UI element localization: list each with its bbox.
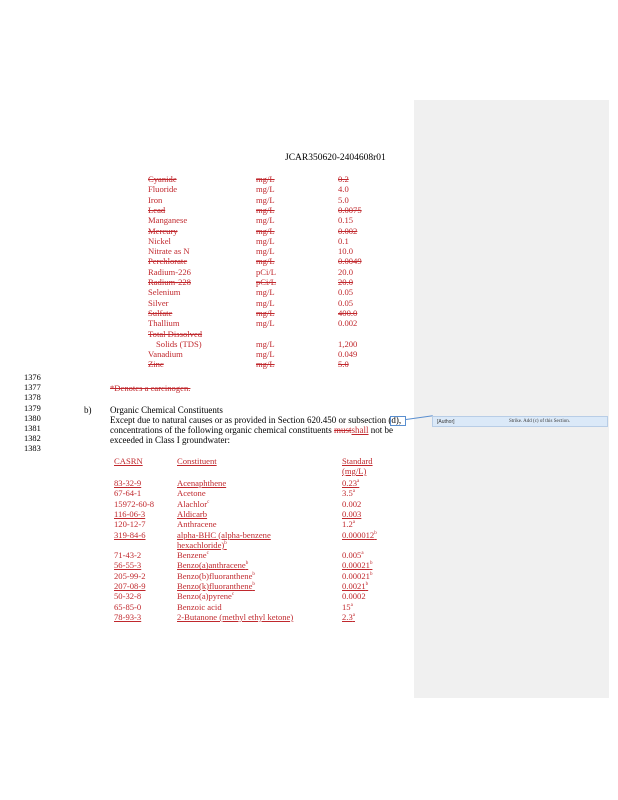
organic-constituent-text: Alachlor bbox=[177, 498, 208, 509]
organic-constituent-text: Benzo(b)fluoranthene bbox=[177, 570, 253, 581]
inorganic-unit: mg/L bbox=[256, 256, 275, 267]
tds-value: 1,200 bbox=[338, 338, 358, 349]
line-number: 1383 bbox=[24, 444, 41, 454]
inorganic-unit: mg/L bbox=[256, 287, 275, 298]
section-heading: Organic Chemical Constituents bbox=[110, 405, 223, 415]
inorganic-name: Silver bbox=[148, 297, 169, 308]
organic-standard bbox=[342, 489, 355, 498]
tds-name-line2: Solids (TDS) bbox=[156, 338, 202, 349]
organic-standard bbox=[342, 613, 355, 622]
inorganic-value: 20.0 bbox=[338, 277, 354, 287]
inorganic-unit: mg/L bbox=[256, 194, 275, 205]
inorganic-name: Radium-228 bbox=[148, 277, 191, 287]
organic-standard bbox=[342, 510, 361, 519]
organic-casrn: 71-43-2 bbox=[114, 550, 142, 561]
inorganic-unit: pCi/L bbox=[256, 266, 277, 277]
organic-constituent bbox=[177, 489, 206, 498]
inorganic-unit: mg/L bbox=[256, 246, 275, 257]
inorganic-name: Mercury bbox=[148, 225, 178, 236]
inorganic-value: 10.0 bbox=[338, 246, 354, 257]
organic-standard-text: 0.0021 bbox=[342, 581, 366, 591]
inorganic-value: 0.049 bbox=[338, 349, 358, 360]
inorganic-value: 4.0 bbox=[338, 184, 349, 195]
organic-standard bbox=[342, 592, 366, 601]
organic-standard-text: 1.2 bbox=[342, 519, 353, 530]
inorganic-unit: mg/L bbox=[256, 215, 275, 226]
inorganic-value: 20.0 bbox=[338, 266, 354, 277]
organic-casrn: 83-32-9 bbox=[114, 478, 142, 488]
col-header-standard: Standard bbox=[342, 456, 373, 466]
organic-standard-text: 0.0002 bbox=[342, 591, 366, 602]
organic-constituent-text: Benzo(a)pyrene bbox=[177, 591, 232, 602]
organic-standard bbox=[342, 531, 377, 540]
footnote-marker: a bbox=[352, 520, 355, 526]
col-header-standard-unit: (mg/L) bbox=[342, 466, 367, 476]
inorganic-unit: mg/L bbox=[256, 349, 275, 360]
organic-constituent bbox=[177, 520, 217, 529]
organic-casrn: 50-32-8 bbox=[114, 591, 142, 602]
organic-standard bbox=[342, 603, 353, 612]
inorganic-value: 5.0 bbox=[338, 194, 349, 205]
organic-constituent bbox=[177, 592, 234, 601]
inorganic-name: Perchlorate bbox=[148, 256, 188, 267]
inorganic-unit: mg/L bbox=[256, 204, 275, 215]
organic-constituent bbox=[177, 561, 248, 570]
inorganic-value: 0.2 bbox=[338, 174, 349, 184]
section-text-line3: exceeded in Class I groundwater: bbox=[110, 435, 230, 445]
comment-balloon[interactable] bbox=[432, 416, 608, 427]
line-number: 1380 bbox=[24, 413, 41, 423]
comment-text: Strike. Add (c) of this Section. bbox=[509, 419, 570, 424]
inorganic-value: 0.002 bbox=[338, 318, 358, 329]
organic-constituent-text: Benzene bbox=[177, 550, 207, 561]
inorganic-name: Iron bbox=[148, 194, 163, 205]
organic-standard-text: 2.3 bbox=[342, 611, 353, 622]
organic-constituent bbox=[177, 479, 226, 488]
inorganic-name: Nickel bbox=[148, 235, 171, 246]
tds-name-line1: Total Dissolved bbox=[148, 328, 203, 339]
inorganic-name: Fluoride bbox=[148, 184, 178, 195]
tds-unit: mg/L bbox=[256, 338, 275, 349]
line-number: 1382 bbox=[24, 434, 41, 444]
footnote-marker: b bbox=[365, 582, 369, 588]
markup-pane bbox=[414, 100, 609, 698]
organic-casrn: 67-64-1 bbox=[114, 488, 142, 499]
organic-casrn: 207-08-9 bbox=[114, 581, 146, 591]
organic-constituent-text: Anthracene bbox=[177, 519, 217, 530]
organic-casrn: 56-55-3 bbox=[114, 560, 142, 571]
line-number: 1381 bbox=[24, 424, 41, 433]
inorganic-name: Manganese bbox=[148, 215, 188, 226]
inorganic-value: 0.15 bbox=[338, 215, 354, 226]
inorganic-unit: mg/L bbox=[256, 297, 275, 308]
organic-casrn: 78-93-3 bbox=[114, 611, 142, 622]
comment-author: [Author] bbox=[437, 419, 455, 425]
organic-constituent-text: Benzo(k)fluoranthene bbox=[177, 581, 253, 591]
organic-standard-text: 0.002 bbox=[342, 498, 362, 509]
organic-constituent bbox=[177, 582, 255, 591]
organic-constituent-text: alpha-BHC (alpha-benzene bbox=[177, 529, 271, 540]
inorganic-name: Zinc bbox=[148, 359, 164, 370]
organic-standard-text: 0.23 bbox=[342, 478, 358, 488]
footnote-marker: a bbox=[352, 489, 355, 495]
footnote-marker: b bbox=[374, 530, 377, 536]
inorganic-value: 0.002 bbox=[338, 225, 358, 236]
inorganic-unit: mg/L bbox=[256, 225, 275, 236]
organic-constituent-text: Acenaphthene bbox=[177, 478, 227, 488]
organic-standard bbox=[342, 479, 359, 488]
organic-standard bbox=[342, 561, 372, 570]
inorganic-name: Radium-226 bbox=[148, 266, 191, 277]
inorganic-name: Lead bbox=[148, 204, 166, 215]
inorganic-value: 5.0 bbox=[338, 359, 349, 370]
organic-standard bbox=[342, 520, 355, 529]
organic-standard-text: 0.000012 bbox=[342, 529, 375, 540]
section-label: b) bbox=[84, 405, 92, 415]
line-number: 1378 bbox=[24, 393, 41, 403]
carcinogen-note: *Denotes a carcinogen. bbox=[110, 383, 191, 393]
organic-casrn: 319-84-6 bbox=[114, 529, 146, 540]
organic-constituent bbox=[177, 531, 271, 540]
organic-standard-text: 0.003 bbox=[342, 508, 362, 519]
section-text-line1: Except due to natural causes or as provided in Section 620.450 or subsection (d), bbox=[110, 415, 402, 425]
col-header-casrn: CASRN bbox=[114, 456, 143, 466]
organic-constituent-cont bbox=[177, 541, 227, 550]
inorganic-value: 0.05 bbox=[338, 287, 354, 298]
section-text-line2: concentrations of the following organic chemical constituents mustshall not be bbox=[110, 425, 394, 435]
inorganic-value: 0.0075 bbox=[338, 204, 362, 215]
organic-constituent-text: Benzoic acid bbox=[177, 601, 222, 612]
footnote-marker: b bbox=[224, 540, 227, 546]
inorganic-name: Sulfate bbox=[148, 307, 173, 318]
col-header-constituent: Constituent bbox=[177, 456, 217, 466]
organic-standard bbox=[342, 572, 372, 581]
inorganic-name: Selenium bbox=[148, 287, 181, 298]
footnote-marker: a bbox=[350, 602, 353, 608]
footnote-marker: a bbox=[361, 551, 364, 557]
organic-casrn: 120-12-7 bbox=[114, 519, 146, 530]
organic-casrn: 116-06-3 bbox=[114, 508, 146, 519]
organic-standard-text: 15 bbox=[342, 601, 351, 612]
document-id-header: JCAR350620-2404608r01 bbox=[285, 153, 386, 163]
footnote-marker: b bbox=[369, 571, 373, 577]
organic-standard bbox=[342, 551, 364, 560]
footnote-marker: b bbox=[245, 561, 249, 567]
organic-standard bbox=[342, 582, 368, 591]
organic-constituent bbox=[177, 551, 209, 560]
organic-standard-text: 3.5 bbox=[342, 488, 353, 499]
inorganic-unit: mg/L bbox=[256, 318, 275, 329]
organic-standard-text: 0.005 bbox=[342, 550, 362, 561]
footnote-marker: b bbox=[369, 561, 373, 567]
organic-constituent bbox=[177, 613, 293, 622]
organic-constituent-text: Aldicarb bbox=[177, 508, 208, 519]
organic-casrn: 65-85-0 bbox=[114, 601, 142, 612]
comment-anchor[interactable] bbox=[390, 416, 406, 426]
organic-standard-text: 0.00021 bbox=[342, 570, 370, 581]
deleted-word: must bbox=[334, 425, 352, 435]
organic-standard bbox=[342, 500, 361, 509]
inorganic-unit: mg/L bbox=[256, 174, 275, 184]
organic-casrn: 15972-60-8 bbox=[114, 498, 155, 509]
footnote-marker: a bbox=[357, 479, 360, 485]
footnote-marker: a bbox=[352, 613, 355, 619]
footnote-marker: b bbox=[252, 582, 255, 588]
line-number: 1379 bbox=[24, 403, 41, 413]
organic-constituent bbox=[177, 603, 222, 612]
footnote-marker: c bbox=[206, 551, 209, 557]
organic-constituent-text: Acetone bbox=[177, 488, 206, 499]
inorganic-unit: mg/L bbox=[256, 235, 275, 246]
organic-constituent bbox=[177, 572, 255, 581]
inserted-word: shall bbox=[351, 425, 369, 435]
organic-constituent-text: 2-Butanone (methyl ethyl ketone) bbox=[177, 611, 294, 622]
inorganic-value: 400.0 bbox=[338, 307, 358, 318]
inorganic-name: Thallium bbox=[148, 318, 180, 329]
inorganic-name: Vanadium bbox=[148, 349, 183, 360]
footnote-marker: c bbox=[231, 592, 235, 598]
organic-constituent-cont-text: hexachloride) bbox=[177, 539, 225, 550]
inorganic-unit: mg/L bbox=[256, 184, 275, 195]
organic-constituent-text: Benzo(a)anthracene bbox=[177, 560, 246, 571]
organic-constituent bbox=[177, 510, 207, 519]
footnote-marker: b bbox=[252, 571, 255, 577]
inorganic-value: 0.0049 bbox=[338, 256, 362, 267]
inorganic-name: Cyanide bbox=[148, 174, 177, 184]
footnote-marker: c bbox=[207, 499, 210, 505]
inorganic-unit: mg/L bbox=[256, 307, 275, 318]
inorganic-unit: pCi/L bbox=[256, 277, 277, 287]
inorganic-unit: mg/L bbox=[256, 359, 275, 370]
inorganic-name: Nitrate as N bbox=[148, 246, 190, 257]
organic-standard-text: 0.00021 bbox=[342, 560, 370, 571]
organic-casrn: 205-99-2 bbox=[114, 570, 146, 581]
inorganic-value: 0.05 bbox=[338, 297, 354, 308]
line-number: 1377 bbox=[24, 383, 41, 393]
inorganic-value: 0.1 bbox=[338, 235, 349, 246]
organic-constituent bbox=[177, 500, 209, 509]
line-number: 1376 bbox=[24, 373, 41, 382]
